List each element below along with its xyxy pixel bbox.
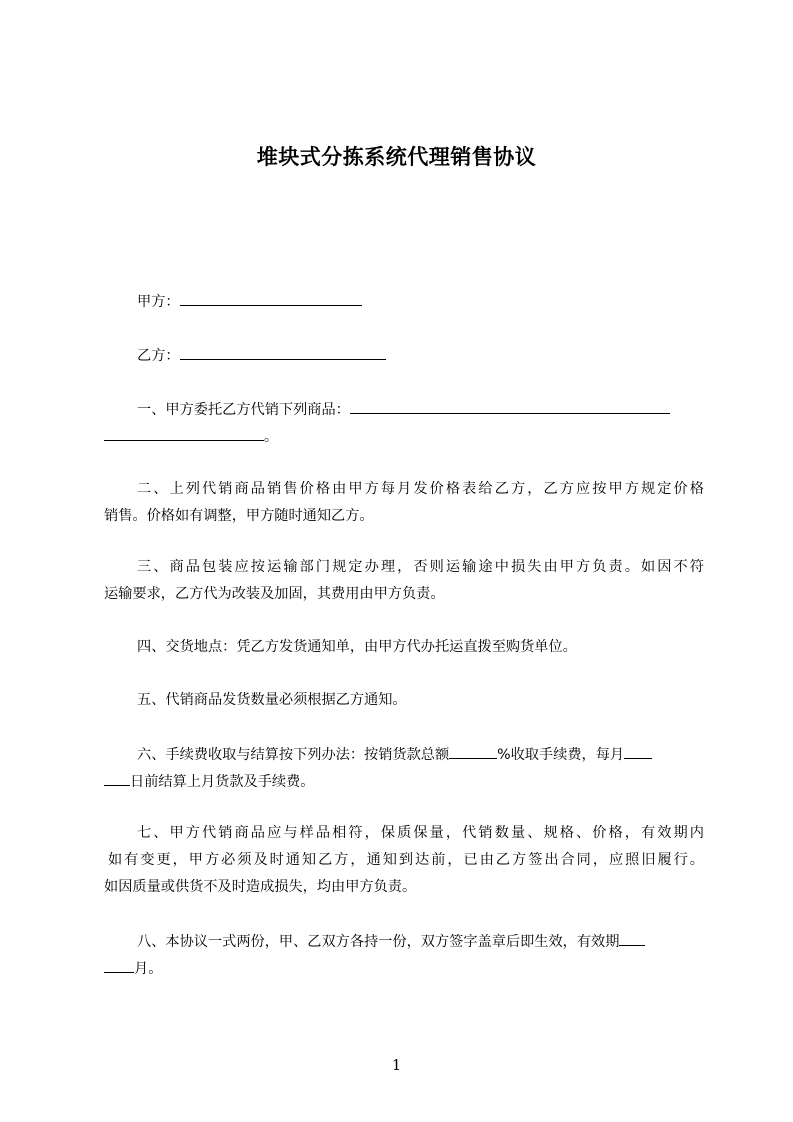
clause-6-day-blank-2: [104, 770, 130, 786]
clause-8-part-2: 月。: [134, 961, 163, 977]
clause-1-line-1: [137, 398, 704, 420]
clause-8-part-1: 八、本协议一式两份，甲、乙双方各持一份，双方签字盖章后即生效，有效期: [137, 934, 620, 950]
clause-7-line-3: 如因质量或供货不及时造成损失，均由甲方负责。: [104, 879, 417, 895]
clause-4-line: 四、交货地点：凭乙方发货通知单，由甲方代办托运直拨至购货单位。: [137, 639, 577, 655]
clause-6-part-2: %收取手续费，每月: [497, 747, 625, 763]
clause-8-line-2: [104, 957, 704, 979]
clause-8-line-1: [137, 930, 704, 952]
clause-6-part-1: 六、手续费收取与结算按下列办法：按销货款总额: [137, 747, 450, 763]
party-b-line: [137, 344, 704, 366]
clause-2-line-1: 二、上列代销商品销售价格由甲方每月发价格表给乙方，乙方应按甲方规定价格: [137, 481, 704, 497]
party-b-blank: [180, 344, 386, 360]
clause-1-blank-1: [350, 398, 670, 414]
clause-1-end: 。: [264, 429, 279, 445]
document-title: 堆块式分拣系统代理销售协议: [256, 145, 537, 169]
clause-2-line-2: 销售。价格如有调整，甲方随时通知乙方。: [104, 508, 374, 524]
clause-7-line-2: 如有变更，甲方必须及时通知乙方，通知到达前，已由乙方签出合同，应照旧履行。: [108, 852, 704, 868]
party-a-blank: [180, 290, 362, 306]
clause-3-line-1: 三、商品包装应按运输部门规定办理，否则运输途中损失由甲方负责。如因不符: [137, 559, 704, 575]
party-a-line: [137, 290, 704, 312]
clause-8-term-blank-1: [619, 930, 645, 946]
page-number: 1: [391, 1056, 402, 1074]
clause-8-term-blank-2: [104, 957, 134, 973]
clause-6-rate-blank: [449, 743, 497, 759]
clause-1-text: 一、甲方委托乙方代销下列商品：: [137, 402, 350, 418]
clause-6-day-blank-1: [624, 743, 652, 759]
clause-1-blank-2: [104, 425, 264, 441]
party-a-label: 甲方：: [137, 294, 180, 310]
clause-3-line-2: 运输要求，乙方代为改装及加固，其费用由甲方负责。: [104, 586, 445, 602]
clause-6-line-2: [104, 770, 704, 792]
clause-1-line-2: [104, 425, 704, 447]
clause-6-part-3: 日前结算上月货款及手续费。: [130, 774, 315, 790]
clause-7-line-1: 七、甲方代销商品应与样品相符，保质保量，代销数量、规格、价格，有效期内: [137, 825, 704, 841]
clause-5-line: 五、代销商品发货数量必须根据乙方通知。: [137, 692, 407, 708]
clause-6-line-1: [137, 743, 704, 765]
party-b-label: 乙方：: [137, 348, 180, 364]
